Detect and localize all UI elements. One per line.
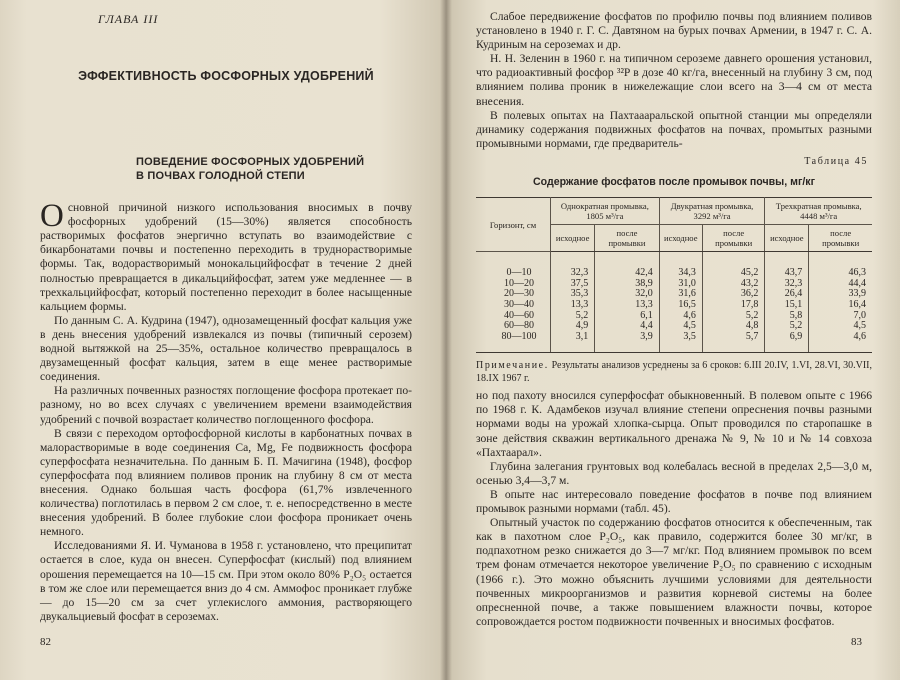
table-cell: 5,7 — [702, 332, 765, 353]
table-cell: 7,0 — [809, 311, 872, 322]
table-cell: 13,3 — [551, 300, 595, 311]
table-cell: 5,2 — [551, 311, 595, 322]
table-cell: 16,5 — [659, 300, 702, 311]
table-cell: 4,6 — [809, 332, 872, 353]
table-cell: 43,7 — [765, 252, 809, 279]
page-number-right: 83 — [851, 636, 862, 648]
right-page-content — [476, 10, 872, 629]
table-cell: 5,2 — [702, 311, 765, 322]
table-cell: 4,4 — [595, 321, 659, 332]
table-cell: 6,1 — [595, 311, 659, 322]
paragraph: По данным С. А. Кудрина (1947), однозамещенный фосфат кальция уже в день внесения удобрений извлекался из почвы (типичный серозем) водной вытяжкой на 25—35%, остальное количество превращалось в двузамещенный фосфат кальция, затем в еще менее растворимые соединения. — [40, 313, 412, 384]
table-cell: 46,3 — [809, 252, 872, 279]
table-header-group-1: Однократная промывка, 1805 м³/га — [551, 198, 660, 225]
paragraph: но под пахоту вносился суперфосфат обыкновенный. В полевом опыте с 1966 по 1968 г. К. Адамбеков изучал влияние степени опреснения почвы разными нормами воды на урожай хлопка-сырца. Опыт проводился по старопашке в зоне действия скважин вертикального дренажа № 9, № 10 и № 14 совхоза «Пахтаарал». — [476, 389, 872, 459]
phosphate-table — [476, 197, 872, 353]
paragraph: На различных почвенных разностях поглощение фосфора протекает по-разному, но во всех случаях с увеличением времени взаимодействия удобрений с почвой возрастает количество поглощенного фосфора. — [40, 384, 412, 426]
paragraph-text: сновной причиной низкого использования вносимых в почву фосфорных удобрений (15—30%) является способность растворимых фосфатов энергично вступать во взаимодействие с бикарбонатами почвы и постепенно переходить в труднорастворимые формы. Так, водорастворимый монокальцийфосфат в течение 2 дней полностью превращается в дикальцийфосфат, затем уже медленнее — в трехкальцийфосфат, который постепенно переходит в более насыщенные кальцием формы. — [40, 201, 412, 313]
table-title: Содержание фосфатов после промывок почвы, мг/кг — [532, 176, 816, 189]
table-cell: 16,4 — [809, 300, 872, 311]
table-cell: 36,2 — [702, 289, 765, 300]
table-row — [476, 300, 872, 311]
table-note-text: Результаты анализов усреднены за 6 сроков: 6.III 20.IV, 1.VI, 28.VI, 30.VII, 18.IX 1967 г. — [476, 360, 872, 385]
paragraph: Н. Н. Зеленин в 1960 г. на типичном сероземе давнего орошения установил, что радиоактивный фосфор ³²P в дозе 40 кг/га, внесенный на глубину 3 см, под влиянием полива проник в нижележащие слои всего на 3—4 см от места внесения. — [476, 52, 872, 108]
table-cell-horizon: 0—10 — [506, 267, 532, 279]
table-cell-horizon: 30—40 — [504, 298, 534, 310]
table-cell: 15,1 — [765, 300, 809, 311]
table-cell-horizon: 40—60 — [504, 309, 534, 321]
table-cell: 32,3 — [765, 279, 809, 290]
table-cell: 34,3 — [659, 252, 702, 279]
table-cell-horizon: 80—100 — [476, 332, 551, 353]
left-page — [0, 0, 446, 680]
table-cell: 4,9 — [551, 321, 595, 332]
table-header-horizon: Горизонт, см — [476, 198, 551, 252]
table-cell: 35,3 — [551, 289, 595, 300]
table-cell: 31,0 — [659, 279, 702, 290]
table-header-group-2: Двукратная промывка, 3292 м³/га — [659, 198, 765, 225]
table-subheader-initial: исходное — [551, 225, 595, 252]
paragraph: Опытный участок по содержанию фосфатов относится к обеспеченным, так как в пахотном слое P₂O₅, как правило, содержится более 30 мг/кг, в подпахотном резко снижается до 3—7 мг/кг. Под влиянием промывок по всем трем фонам отмечается некоторое увеличение P₂O₅ по сравнению с исходным (1966 г.). Это можно объяснить лучшими условиями для деятельности почвенных микроорганизмов и развития корневой системы на более опресненной почве, а также повышением влажности почвы, которое сопровождается ростом подвижности почвенных и вносимых фосфатов. — [476, 516, 872, 628]
page-number-left: 82 — [40, 636, 51, 648]
table-subheader-after: после промывки — [809, 225, 872, 252]
table-row — [476, 332, 872, 353]
table-cell-horizon: 10—20 — [504, 277, 534, 289]
table-row — [476, 311, 872, 322]
table-cell: 5,8 — [765, 311, 809, 322]
table-cell-horizon: 20—30 — [504, 288, 534, 300]
table-subheader-initial: исходное — [765, 225, 809, 252]
chapter-label: ГЛАВА III — [98, 12, 159, 26]
table-cell: 4,8 — [702, 321, 765, 332]
table-cell: 44,4 — [809, 279, 872, 290]
paragraph: В полевых опытах на Пахтаааральской опытной станции мы определяли динамику содержания подвижных фосфатов на почвах, промытых разными промывными нормами, где предваритель- — [476, 108, 872, 150]
table-row — [476, 279, 872, 290]
table-cell: 13,3 — [595, 300, 659, 311]
drop-cap: О — [40, 198, 64, 235]
table-cell: 4,5 — [809, 321, 872, 332]
table-cell: 42,4 — [595, 252, 659, 279]
table-note — [476, 359, 872, 385]
table-cell: 5,2 — [765, 321, 809, 332]
table-cell: 33,9 — [809, 289, 872, 300]
paragraph: В связи с переходом ортофосфорной кислоты в карбонатных почвах в малорастворимые в воде соединения Са, Mg, Fe подвижность фосфора суперфосфата незначительна. По данным Б. П. Мачигина (1948), фосфор суперфосфата под влиянием поливов проник на глубину 8 см от места внесения. Однако большая часть фосфора (61,7% извлеченного количества) поглотилась в первом 2 см слое, т. е. непосредственно в месте внесения удобрений. В более глубокие слои фосфора проникает очень немного. — [40, 426, 412, 539]
table-body — [476, 252, 872, 353]
paragraph: Слабое передвижение фосфатов по профилю почвы под влиянием поливов установлено в 1940 г. Г. С. Давтяном на бурых почвах Армении, в 1947 г. С. А. Кудриным на сероземах и др. — [476, 10, 872, 52]
table-cell: 32,0 — [595, 289, 659, 300]
table-cell: 3,5 — [659, 332, 702, 353]
table-cell: 31,6 — [659, 289, 702, 300]
table-cell: 3,9 — [595, 332, 659, 353]
left-page-content — [40, 12, 412, 624]
section-title-line1: ПОВЕДЕНИЕ ФОСФОРНЫХ УДОБРЕНИЙ — [136, 156, 365, 169]
table-cell-horizon: 60—80 — [504, 320, 534, 332]
table-cell: 6,9 — [765, 332, 809, 353]
table-cell: 38,9 — [595, 279, 659, 290]
table-cell: 43,2 — [702, 279, 765, 290]
section-title — [136, 155, 412, 183]
table-header-group-3: Трехкратная промывка, 4448 м³/га — [765, 198, 872, 225]
main-title: ЭФФЕКТИВНОСТЬ ФОСФОРНЫХ УДОБРЕНИЙ — [78, 69, 374, 83]
table-row — [476, 289, 872, 300]
table-cell: 3,1 — [551, 332, 595, 353]
table-row — [476, 252, 872, 279]
first-paragraph — [40, 198, 412, 314]
table-label: Таблица 45 — [804, 155, 868, 167]
table-note-label: Примечание. — [476, 360, 549, 372]
table-cell: 45,2 — [702, 252, 765, 279]
paragraph: Глубина залегания грунтовых вод колебалась весной в пределах 2,5—3,0 м, осенью 3,4—3,7 м. — [476, 459, 872, 487]
table-cell: 4,6 — [659, 311, 702, 322]
table-cell: 37,5 — [551, 279, 595, 290]
table-subheader-after: после промывки — [702, 225, 765, 252]
right-page — [446, 0, 900, 680]
paragraph: Исследованиями Я. И. Чуманова в 1958 г. установлено, что преципитат остается в слое, куда он внесен. Суперфосфат (кислый) под влиянием орошения перемещается на 10—15 см. При этом около 80% P₂O₅ остается в том же слое или перемещается вниз до 4 см. Аммофос проникает глубже — до 15—20 см за счет углекислого аммония, растворяющего двукальциевый фосфат в сероземах. — [40, 539, 412, 623]
table-cell: 32,3 — [551, 252, 595, 279]
paragraph: В опыте нас интересовало поведение фосфатов в почве под влиянием промывок разными нормами (табл. 45). — [476, 487, 872, 516]
section-title-line2: В ПОЧВАХ ГОЛОДНОЙ СТЕПИ — [136, 170, 305, 183]
table-cell: 4,5 — [659, 321, 702, 332]
table-cell: 17,8 — [702, 300, 765, 311]
table-subheader-after: после промывки — [595, 225, 659, 252]
book-gutter — [440, 0, 452, 680]
table-subheader-initial: исходное — [659, 225, 702, 252]
table-cell: 26,4 — [765, 289, 809, 300]
